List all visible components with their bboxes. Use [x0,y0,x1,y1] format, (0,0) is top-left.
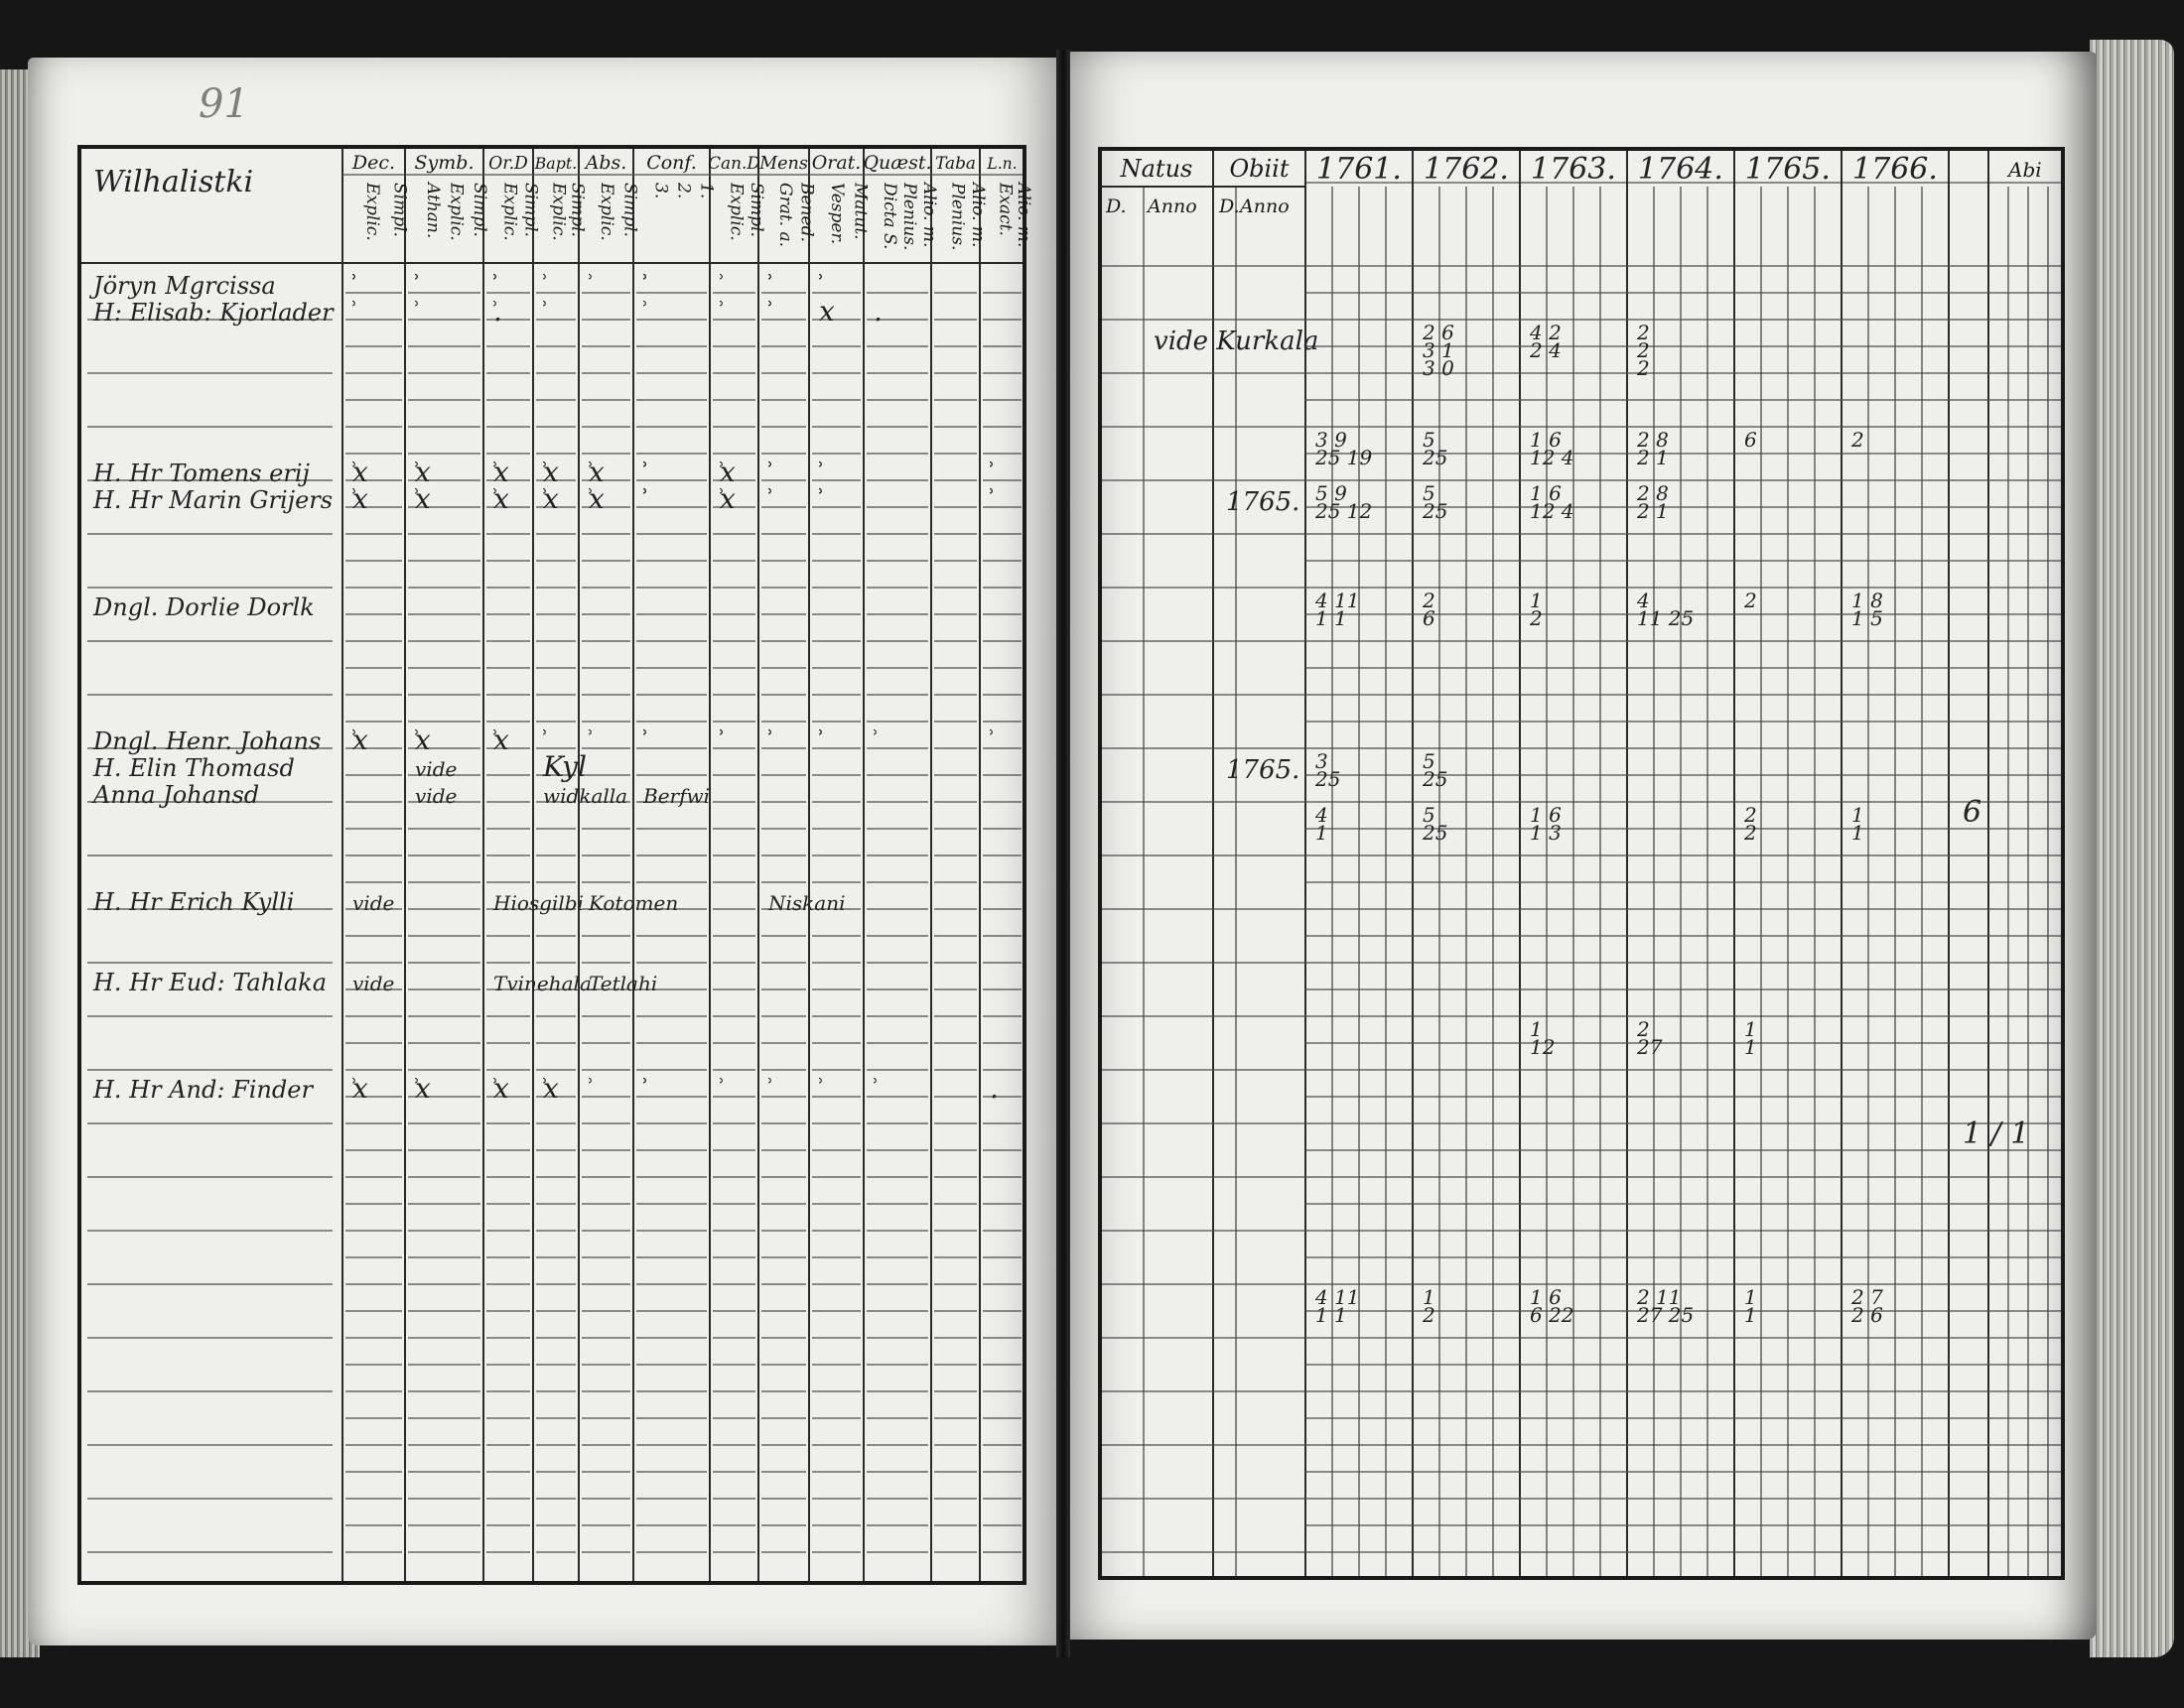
year-mark-line: 2 1 [1637,499,1669,523]
ledger-row-name: H. Hr Eud: Tahlaka [93,969,328,996]
ledger-row-name: Dngl. Henr. Johans [93,727,322,755]
column-subheader: Explic. [499,183,520,241]
year-mark [1529,589,1543,630]
column-subheader: Dicta S. [880,183,899,250]
year-mark-line: 25 19 [1315,446,1373,469]
year-mark [1529,321,1562,362]
year-mark-line: 1 6 [1530,428,1562,452]
year-mark [1422,321,1454,380]
column-subheader: Simpl. [746,183,766,237]
ledger-mark [352,302,355,308]
year-mark-line: 2 6 [1851,1303,1883,1327]
year-mark-line: 1 1 [1315,606,1347,630]
year-mark [1636,481,1669,523]
header-natus: Natus [1120,155,1193,183]
year-mark-line: 2 1 [1637,446,1669,469]
right-table-frame [1100,149,2063,1578]
year-header: 1765. [1745,152,1831,187]
column-header-2: Or.D [488,154,528,174]
ledger-mark: ͗x [543,456,559,488]
year-mark [1743,803,1757,845]
header-last-column: Abi [2008,158,2042,182]
year-mark [1530,803,1562,845]
year-mark [1314,1285,1360,1327]
column-subheader: 2. [673,183,694,199]
ledger-mark: vide [352,891,395,915]
column-subheader: Grat. a. [774,183,795,248]
ledger-mark: ͗x [415,723,431,756]
ledger-mark [768,275,771,281]
year-mark-line: 5 [1423,428,1435,452]
year-mark [1636,589,1694,630]
year-mark [1314,428,1373,469]
year-mark-line: 1 3 [1530,821,1562,845]
year-mark-line: 1 [1744,1303,1757,1327]
year-mark [1851,589,1883,630]
year-mark-line: 25 [1423,446,1448,469]
year-mark [1314,803,1328,845]
column-subheader: Matut. [850,183,871,240]
column-subheader: Plenius. [947,183,968,251]
ledger-mark: Kyl [543,750,587,783]
header-obiit: Obiit [1229,155,1290,183]
ledger-mark [874,1079,877,1085]
year-mark-line: 4 11 [1315,589,1360,612]
year-mark-line: 1 6 [1530,1285,1562,1309]
folio-number: 91 [199,81,249,127]
year-mark-line: 5 [1423,749,1435,773]
ledger-mark [643,730,646,736]
column-header-5: Conf. [646,152,697,174]
year-mark-line: 25 [1423,499,1448,523]
column-subheader: Simpl. [389,183,410,237]
year-mark-line: 1 [1530,589,1543,612]
year-mark-line: 5 9 [1315,481,1347,505]
ledger-row-name: H. Hr Erich Kylli [93,888,295,916]
ledger-mark [720,1079,723,1085]
ledger-mark [493,275,496,281]
ledger-mark: Tetlahi [589,972,658,995]
ledger-mark: ͗x [415,482,431,515]
year-mark [1744,1017,1757,1059]
right-entry: vide Kurkala [1154,327,1319,356]
year-mark-line: 1 [1744,1285,1757,1309]
ledger-mark: ͗x [493,456,509,488]
year-mark [1636,1285,1694,1327]
column-subheader: Simpl. [619,183,640,237]
column-subheader: Explic. [596,183,616,241]
column-subheader: 3. [650,183,671,199]
year-mark-line: 1 [1851,803,1864,827]
subheader-d-obiit: D. [1219,196,1240,217]
column-header-names: Wilhalistki [93,165,254,199]
year-mark [1422,749,1447,791]
ledger-mark: vide [352,972,395,995]
year-mark-line: 1 [1851,821,1864,845]
ledger-mark [643,462,646,468]
ledger-row-name: Jöryn Mgrcissa [93,272,276,300]
year-mark-line: 12 4 [1530,446,1574,469]
ledger-mark [768,462,771,468]
year-mark-line: 1 [1744,1017,1757,1041]
ledger-mark [415,302,418,308]
year-mark-line: 1 [1744,1035,1757,1059]
column-subheader: Plenius. [899,183,919,251]
ledger-mark: ͗x [352,1072,368,1105]
year-mark-line: 12 4 [1530,499,1574,523]
year-mark-line: 2 [1851,428,1864,452]
ledger-mark [415,275,418,281]
column-subheader: Bened. [796,183,817,242]
ledger-mark [720,730,723,736]
year-mark-line: 25 [1315,767,1341,791]
ledger-mark [543,275,546,281]
year-mark [1744,1285,1757,1327]
right-ruling [1100,149,2063,1578]
ledger-mark [768,302,771,308]
ledger-row-name: Dngl. Dorlie Dorlk [93,593,315,621]
year-mark-line: 12 [1530,1035,1556,1059]
year-mark [1530,1017,1555,1059]
ledger-mark: widkalla [543,784,628,808]
year-mark-line: 6 22 [1530,1303,1574,1327]
ledger-mark: ͗x [352,456,368,488]
ledger-mark: vide [415,784,458,808]
column-header-10: Taba [935,153,976,173]
year-mark [1850,428,1864,452]
ledger-mark [720,275,723,281]
ledger-mark: ͗. [493,295,502,328]
ledger-mark [819,275,822,281]
year-mark-line: 3 [1315,749,1328,773]
year-mark-line: 1 [1530,1017,1543,1041]
year-mark-line: 2 8 [1637,428,1669,452]
year-mark-line: 1 1 [1315,1303,1347,1327]
ledger-mark [990,462,993,468]
column-subheader: Alio. m. [919,183,939,248]
column-subheader: Explic. [361,183,382,241]
year-mark-line: 2 [1423,589,1435,612]
ledger-mark [768,489,771,495]
year-header: 1763. [1531,152,1616,187]
ledger-mark: ͗x [493,1072,509,1105]
year-mark-line: 2 [1744,803,1757,827]
right-attendance-table [1100,149,2063,1578]
year-mark-line: 4 [1637,589,1650,612]
year-mark-line: 27 25 [1637,1303,1695,1327]
ledger-mark [819,489,822,495]
column-subheader: Alio. m. [967,183,988,248]
year-mark [1530,1285,1574,1327]
ledger-mark [768,730,771,736]
ledger-row-name: H. Hr Tomens erij [93,460,310,487]
right-entry: 1765. [1226,755,1300,785]
ledger-mark: ͗x [543,482,559,515]
column-header-3: Bapt. [534,154,578,173]
year-mark-line: 2 [1637,1017,1650,1041]
ledger-row-name: H. Hr Marin Grijers [93,486,334,514]
ledger-mark [819,730,822,736]
ledger-mark: x [819,295,835,328]
year-mark-line: 3 0 [1423,356,1454,380]
year-mark-line: 2 6 [1423,321,1454,344]
side-mark: 1 / 1 [1963,1117,2030,1151]
year-mark [1422,589,1435,630]
year-mark-line: 3 9 [1315,428,1347,452]
ledger-mark [589,275,592,281]
year-mark [1422,428,1447,469]
column-subheader: Vesper. [826,183,847,245]
year-mark [1744,428,1757,452]
ledger-mark: ͗x [415,1072,431,1105]
ledger-mark [643,275,646,281]
year-mark-line: 2 [1423,1303,1435,1327]
subheader-anno-natus: Anno [1148,196,1197,217]
year-header: 1762. [1424,152,1509,187]
year-mark [1422,481,1447,523]
column-header-9: Quæst. [863,152,932,174]
ledger-mark: ͗x [493,723,509,756]
year-header: 1764. [1638,152,1723,187]
ledger-mark: ͗x [415,456,431,488]
ledger-mark [589,1079,592,1085]
year-mark [1422,1285,1435,1327]
ledger-row-name: H. Elin Thomasd [93,754,295,782]
ledger-mark [720,302,723,308]
year-mark-line: 2 [1744,589,1757,612]
ledger-mark: ͗x [589,482,605,515]
column-subheader: Athan. [422,183,443,239]
subheader-anno-obiit: Anno [1240,196,1290,217]
year-mark [1743,589,1757,612]
ledger-mark: ͗x [589,456,605,488]
ledger-row-name: H. Hr And: Finder [93,1076,313,1104]
year-mark-line: 4 11 [1315,1285,1360,1309]
year-mark [1422,803,1447,845]
year-mark-line: 3 1 [1423,338,1454,362]
year-mark [1636,1017,1663,1059]
year-mark-line: 5 [1423,803,1435,827]
ledger-mark [543,302,546,308]
year-mark-line: 1 8 [1851,589,1883,612]
year-mark-line: 1 6 [1530,803,1562,827]
column-subheader: Explic. [726,183,747,241]
year-mark-line: 1 [1315,821,1328,845]
ledger-mark: . [990,1072,999,1105]
left-table-frame [79,147,1024,1583]
year-mark [1314,589,1360,630]
column-subheader: Simpl. [470,183,490,237]
year-mark-line: 2 [1637,338,1650,362]
year-mark [1850,1285,1883,1327]
column-header-1: Symb. [414,152,475,174]
ledger-mark: Hiosgilbi [493,891,584,915]
year-mark [1636,428,1669,469]
subheader-d-natus: D. [1106,196,1127,217]
year-mark [1851,803,1864,845]
year-mark-line: 25 [1423,821,1448,845]
ledger-mark [643,1079,646,1085]
ledger-row-name: Anna Johansd [93,781,260,809]
year-mark-line: 25 [1423,767,1448,791]
ledger-mark: ͗x [543,1072,559,1105]
ledger-mark [819,462,822,468]
column-subheader: 1. [696,183,717,199]
year-mark [1314,749,1340,791]
ledger-mark: Niskani [768,891,846,915]
year-mark-line: 4 [1315,803,1328,827]
column-header-0: Dec. [351,152,396,174]
ledger-mark: ͗x [493,482,509,515]
ledger-mark: Tvinehala [493,972,592,995]
year-mark-line: 4 2 [1530,321,1562,344]
side-mark: 6 [1963,795,1982,830]
ledger-mark [819,1079,822,1085]
ledger-mark [990,489,993,495]
year-mark-line: 2 [1530,606,1543,630]
column-header-6: Can.D [708,153,760,173]
year-mark-line: 2 [1637,321,1650,344]
year-mark-line: 6 [1744,428,1757,452]
year-mark-line: 11 25 [1637,606,1695,630]
ledger-mark [589,730,592,736]
column-header-7: Mens [759,154,808,174]
right-entry: 1765. [1226,487,1300,517]
year-mark-line: 2 8 [1637,481,1669,505]
year-mark-line: 6 [1423,606,1435,630]
year-mark [1530,481,1574,523]
ledger-mark: ͗x [352,723,368,756]
year-mark-line: 2 11 [1637,1285,1682,1309]
column-subheader: Explic. [548,183,569,241]
ledger-mark: vide [415,757,458,781]
ledger-mark [352,275,355,281]
column-subheader: Alio. m. [1013,183,1033,248]
ledger-mark [543,730,546,736]
ledger-mark [643,489,646,495]
ledger-mark [643,302,646,308]
year-mark-line: 2 [1637,356,1650,380]
column-header-8: Orat. [811,152,862,174]
year-header: 1761. [1316,152,1402,187]
year-mark-line: 27 [1637,1035,1663,1059]
year-mark-line: 25 12 [1315,499,1373,523]
ledger-mark: ͗x [720,482,736,515]
year-mark-line: 5 [1423,481,1435,505]
ledger-mark: Berfwi [643,784,711,808]
year-mark [1636,321,1650,380]
column-header-4: Abs. [585,152,627,174]
ledger-mark [990,730,993,736]
ledger-row-name: H: Elisab: Kjorlader [93,299,334,327]
column-subheader: Explic. [446,183,467,241]
year-mark-line: 1 [1423,1285,1435,1309]
year-mark-line: 1 5 [1851,606,1883,630]
ledger-mark: ͗x [720,456,736,488]
left-catechism-table [79,147,1033,1583]
year-mark-line: 2 [1744,821,1757,845]
ledger-mark: ͗x [352,482,368,515]
left-ruling [79,147,1024,1583]
ledger-mark: . [874,295,883,328]
column-subheader: Exact. [995,183,1016,236]
ledger-mark [768,1079,771,1085]
year-mark [1314,481,1372,523]
year-header: 1766. [1852,152,1938,187]
year-mark [1530,428,1574,469]
year-mark-line: 2 4 [1530,338,1562,362]
column-header-11: L.n. [987,155,1018,173]
year-mark-line: 1 6 [1530,481,1562,505]
column-subheader: Simpl. [520,183,541,237]
ledger-mark [874,730,877,736]
year-mark-line: 2 7 [1851,1285,1883,1309]
ledger-mark: Kotomen [589,891,679,915]
column-subheader: Simpl. [567,183,588,237]
